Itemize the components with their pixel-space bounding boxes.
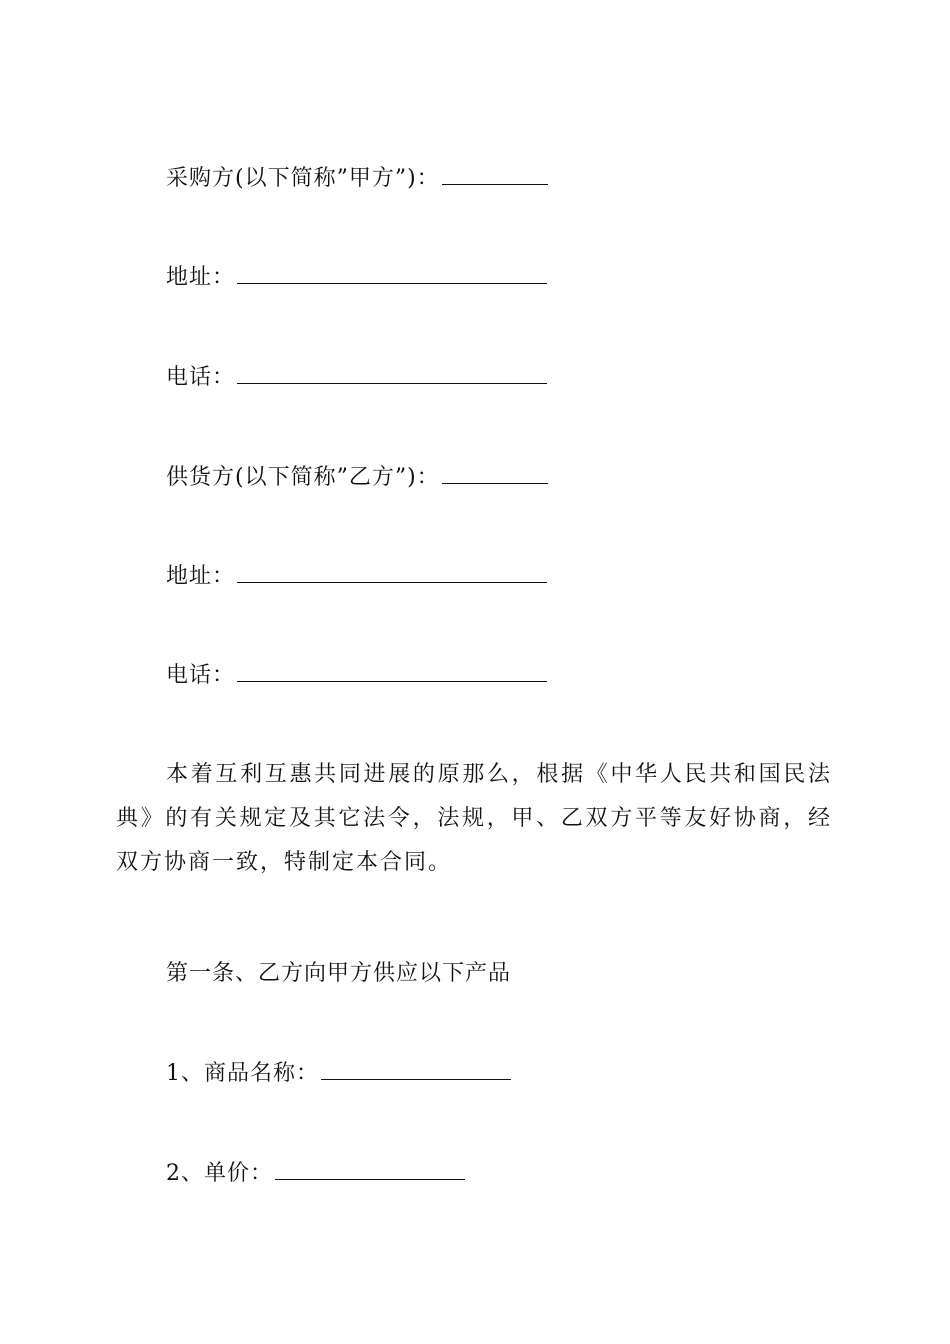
supplier-label: 供货方(以下简称”乙方”)： bbox=[166, 465, 440, 490]
item-1-line bbox=[166, 1060, 511, 1088]
supplier-phone-label: 电话： bbox=[166, 663, 236, 688]
item-2-line bbox=[166, 1160, 465, 1188]
purchaser-address-blank bbox=[237, 265, 547, 284]
item-1-blank bbox=[321, 1061, 511, 1080]
item-2-blank bbox=[275, 1161, 465, 1180]
supplier-phone-line bbox=[166, 662, 547, 690]
purchaser-name-blank bbox=[442, 166, 548, 185]
supplier-address-line bbox=[166, 563, 547, 591]
supplier-phone-blank bbox=[237, 663, 547, 682]
supplier-address-blank bbox=[237, 564, 547, 583]
purchaser-address-label: 地址： bbox=[166, 265, 236, 290]
supplier-address-label: 地址： bbox=[166, 564, 236, 589]
item-2-label: 2、单价： bbox=[166, 1161, 273, 1186]
purchaser-phone-line bbox=[166, 364, 547, 392]
supplier-name-blank bbox=[442, 465, 548, 484]
purchaser-label: 采购方(以下简称”甲方”)： bbox=[166, 166, 440, 191]
supplier-line bbox=[166, 464, 548, 492]
purchaser-phone-blank bbox=[237, 365, 547, 384]
purchaser-line bbox=[166, 165, 548, 193]
purchaser-address-line bbox=[166, 264, 547, 292]
purchaser-phone-label: 电话： bbox=[166, 365, 236, 390]
item-1-label: 1、商品名称： bbox=[166, 1061, 319, 1086]
preamble-paragraph: 本着互利互惠共同进展的原那么，根据《中华人民共和国民法典》的有关规定及其它法令，法规，甲、乙双方平等友好协商，经双方协商一致，特制定本合同。 bbox=[116, 762, 832, 875]
article-1-title: 第一条、乙方向甲方供应以下产品 bbox=[166, 961, 512, 986]
